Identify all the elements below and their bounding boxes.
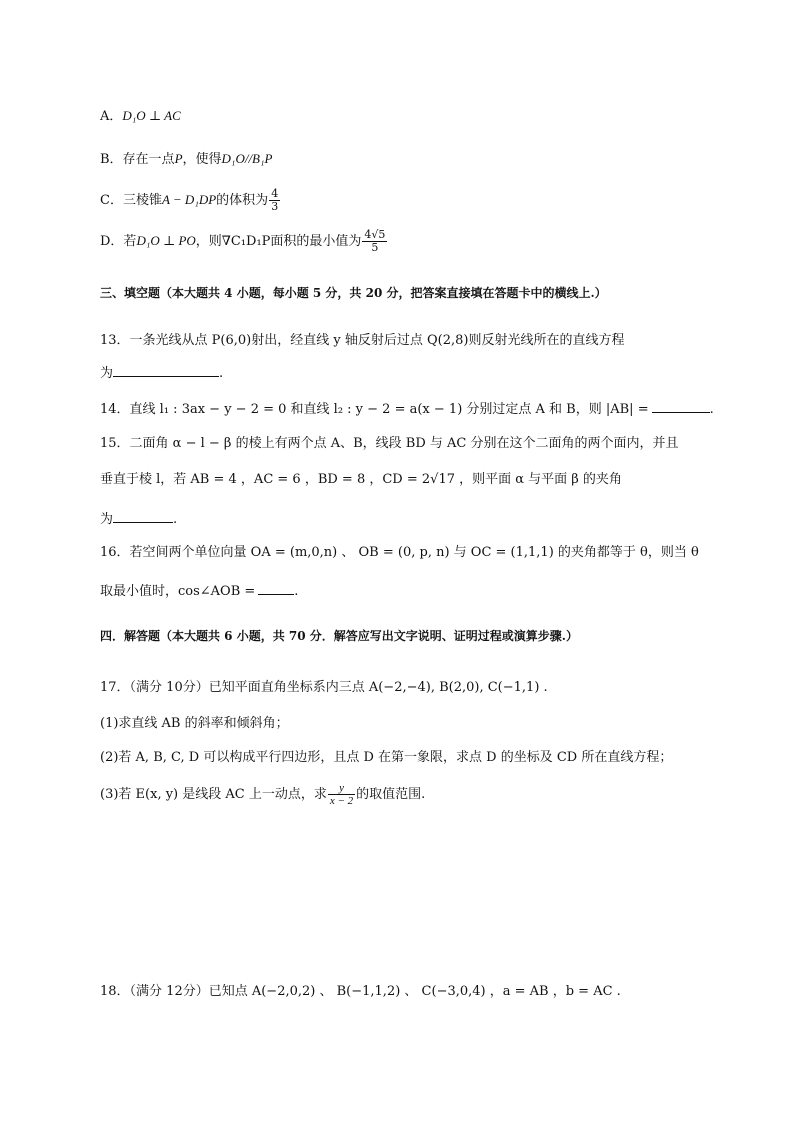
question-14-text: 14．直线 l₁ : 3ax − y − 2 = 0 和直线 l₂ : y − 2 = a(x − 1) 分别过定点 A 和 B，则 |AB| = (100, 402, 649, 417)
option-c-tail: 的体积为 (216, 193, 269, 208)
question-17-part-1-text: (1)求直线 AB 的斜率和倾斜角； (100, 716, 289, 731)
question-16-line-1 (100, 543, 699, 563)
option-c-expr: A − D₁DP (161, 192, 217, 207)
question-16-prefix: 取最小值时，cos∠AOB = (100, 584, 256, 599)
option-d-fraction (362, 229, 387, 254)
option-d-label: D．若 (100, 234, 137, 249)
question-17-intro-text: 17．（满分 10分）已知平面直角坐标系内三点 A(−2,−4), B(2,0), C(−1,1) . (100, 680, 548, 695)
option-d-mid: ，则∇C₁D₁P面积的最小值为 (195, 234, 362, 249)
question-13-line-1 (100, 331, 624, 351)
option-b-expr: D₁O//B₁P (221, 151, 273, 166)
section-3-title-text: 三、填空题（本大题共 4 小题，每小题 5 分，共 20 分，把答案直接填在答题卡中的横线上.） (100, 286, 607, 300)
option-c-denominator: 3 (271, 200, 279, 213)
question-14-answer-blank[interactable] (652, 398, 710, 413)
question-15-suffix: . (173, 512, 178, 527)
question-17-part-2 (100, 748, 672, 768)
question-17-part-3 (100, 782, 425, 807)
question-15-line-1 (100, 434, 679, 454)
question-14-suffix: . (709, 402, 714, 417)
option-d-numerator: 4√5 (364, 228, 386, 241)
option-d-expr: D₁O ⊥ PO (136, 233, 196, 248)
question-14 (100, 398, 714, 420)
option-a-label: A． (100, 109, 123, 124)
question-17-intro (100, 678, 548, 698)
question-13-suffix: . (219, 366, 224, 381)
option-a (100, 106, 181, 127)
option-c-numerator: 4 (271, 187, 279, 200)
option-b-mid: ，使得 (182, 152, 222, 167)
section-4-title (100, 626, 578, 646)
question-13-answer-blank[interactable] (113, 362, 219, 377)
question-15-line-2 (100, 470, 622, 490)
question-16-answer-blank[interactable] (258, 580, 294, 595)
option-b (100, 149, 272, 170)
question-18-text: 18．（满分 12分）已知点 A(−2,0,2) 、 B(−1,1,2) 、 C(−3,0,4) ，a = AB ，b = AC . (100, 984, 621, 999)
question-17-part-3-suffix: 的取值范围. (356, 787, 426, 802)
question-17-part-2-text: (2)若 A, B, C, D 可以构成平行四边形，且点 D 在第一象限，求点 D 的坐标及 CD 所在直线方程； (100, 750, 673, 765)
option-c-fraction (269, 188, 280, 213)
question-15-answer-blank[interactable] (113, 508, 173, 523)
option-a-expr: D₁O ⊥ AC (122, 108, 181, 123)
question-13-line-2 (100, 362, 223, 384)
question-15-prefix: 为 (100, 512, 114, 527)
option-c-label: C．三棱锥 (100, 193, 162, 208)
option-d-denominator: 5 (371, 241, 379, 254)
section-4-title-text: 四．解答题（本大题共 6 小题，共 70 分．解答应写出文字说明、证明过程或演算步骤.） (100, 629, 578, 643)
question-18 (100, 982, 621, 1002)
question-16-line-2 (100, 580, 298, 602)
question-17-fraction-denominator: x − 2 (329, 795, 354, 807)
question-16-text: 16．若空间两个单位向量 OA = (m,0,n) 、 OB = (0, p, n) 与 OC = (1,1,1) 的夹角都等于 θ，则当 θ (100, 545, 699, 560)
question-15-text-1: 15．二面角 α − l − β 的棱上有两个点 A、B，线段 BD 与 AC 分别在这个二面角的两个面内，并且 (100, 436, 679, 451)
option-c (100, 188, 281, 213)
question-17-fraction (328, 782, 355, 807)
question-13-text: 13．一条光线从点 P(6,0)射出，经直线 y 轴反射后过点 Q(2,8)则反射光线所在的直线方程 (100, 333, 625, 348)
question-16-suffix: . (294, 584, 299, 599)
question-17-part-3-prefix: (3)若 E(x, y) 是线段 AC 上一动点，求 (100, 787, 327, 802)
question-13-prefix: 为 (100, 366, 114, 381)
section-3-title (100, 283, 607, 303)
question-15-line-3 (100, 508, 177, 530)
question-17-part-1 (100, 714, 289, 734)
question-17-fraction-numerator: y (328, 782, 355, 795)
option-b-point: P (174, 151, 183, 166)
option-d (100, 229, 388, 254)
question-15-text-2: 垂直于棱 l，若 AB = 4 ，AC = 6 ，BD = 8 ，CD = 2√17 ，则平面 α 与平面 β 的夹角 (100, 472, 622, 487)
option-b-label: B．存在一点 (100, 152, 175, 167)
